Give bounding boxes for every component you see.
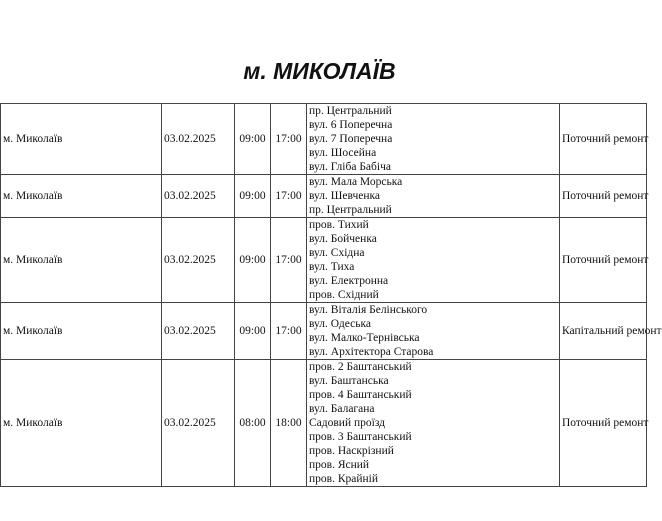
- street-item: пров. Східний: [309, 289, 379, 301]
- work-type-cell: Поточний ремонт: [560, 104, 647, 175]
- street-item: пров. Тихий: [309, 219, 369, 231]
- end-time-cell: 17:00: [271, 218, 307, 303]
- street-item: вул. Гліба Бабіча: [309, 161, 391, 173]
- street-item: вул. Шосейна: [309, 147, 377, 159]
- street-item: Садовий проїзд: [309, 417, 386, 429]
- date-cell: 03.02.2025: [162, 175, 235, 218]
- street-item: пр. Центральний: [309, 105, 392, 117]
- city-cell: м. Миколаїв: [1, 360, 162, 487]
- start-time-cell: 09:00: [235, 175, 271, 218]
- street-item: вул. Східна: [309, 247, 365, 259]
- end-time-cell: 18:00: [271, 360, 307, 487]
- table-row: [1, 218, 647, 303]
- streets-cell: [307, 360, 560, 487]
- start-time-cell: 08:00: [235, 360, 271, 487]
- outage-schedule-table: [0, 103, 662, 487]
- street-item: пров. Наскрізний: [309, 445, 394, 457]
- street-item: пров. 4 Баштанський: [309, 389, 412, 401]
- end-time-cell: 17:00: [271, 175, 307, 218]
- work-type-cell: Поточний ремонт: [560, 175, 647, 218]
- date-cell: 03.02.2025: [162, 218, 235, 303]
- page-title: м. МИКОЛАЇВ: [243, 58, 396, 84]
- start-time-cell: 09:00: [235, 104, 271, 175]
- street-item: пров. Крайній: [309, 473, 379, 485]
- street-item: вул. Електронна: [309, 275, 389, 287]
- street-item: вул. Тиха: [309, 261, 355, 273]
- city-cell: м. Миколаїв: [1, 218, 162, 303]
- street-item: вул. Балагана: [309, 403, 375, 415]
- work-type-cell: Поточний ремонт: [560, 218, 647, 303]
- date-cell: 03.02.2025: [162, 303, 235, 360]
- street-item: вул. Архітектора Старова: [309, 346, 434, 358]
- street-item: вул. Малко-Тернівська: [309, 332, 420, 344]
- end-time-cell: 17:00: [271, 104, 307, 175]
- streets-cell: [307, 104, 560, 175]
- end-time-cell: 17:00: [271, 303, 307, 360]
- work-type-cell: Поточний ремонт: [560, 360, 647, 487]
- table-row: [1, 360, 647, 487]
- table-row: [1, 303, 647, 360]
- street-item: пров. Ясний: [309, 459, 370, 471]
- street-item: вул. 7 Поперечна: [309, 133, 393, 145]
- work-type-cell: Капітальний ремонт: [560, 303, 647, 360]
- street-item: вул. 6 Поперечна: [309, 119, 393, 131]
- table-row: [1, 104, 647, 175]
- street-item: вул. Бойченка: [309, 233, 377, 245]
- date-cell: 03.02.2025: [162, 104, 235, 175]
- streets-cell: [307, 175, 560, 218]
- start-time-cell: 09:00: [235, 303, 271, 360]
- street-item: пров. 3 Баштанський: [309, 431, 412, 443]
- table-row: [1, 175, 647, 218]
- city-cell: м. Миколаїв: [1, 303, 162, 360]
- street-item: вул. Баштанська: [309, 375, 389, 387]
- streets-cell: [307, 218, 560, 303]
- street-item: вул. Одеська: [309, 318, 372, 330]
- street-item: вул. Мала Морська: [309, 176, 403, 188]
- street-item: пров. 2 Баштанський: [309, 361, 412, 373]
- street-item: пр. Центральний: [309, 204, 392, 216]
- city-cell: м. Миколаїв: [1, 175, 162, 218]
- street-item: вул. Шевченка: [309, 190, 381, 202]
- start-time-cell: 09:00: [235, 218, 271, 303]
- date-cell: 03.02.2025: [162, 360, 235, 487]
- streets-cell: [307, 303, 560, 360]
- street-item: вул. Віталія Белінського: [309, 304, 428, 316]
- city-cell: м. Миколаїв: [1, 104, 162, 175]
